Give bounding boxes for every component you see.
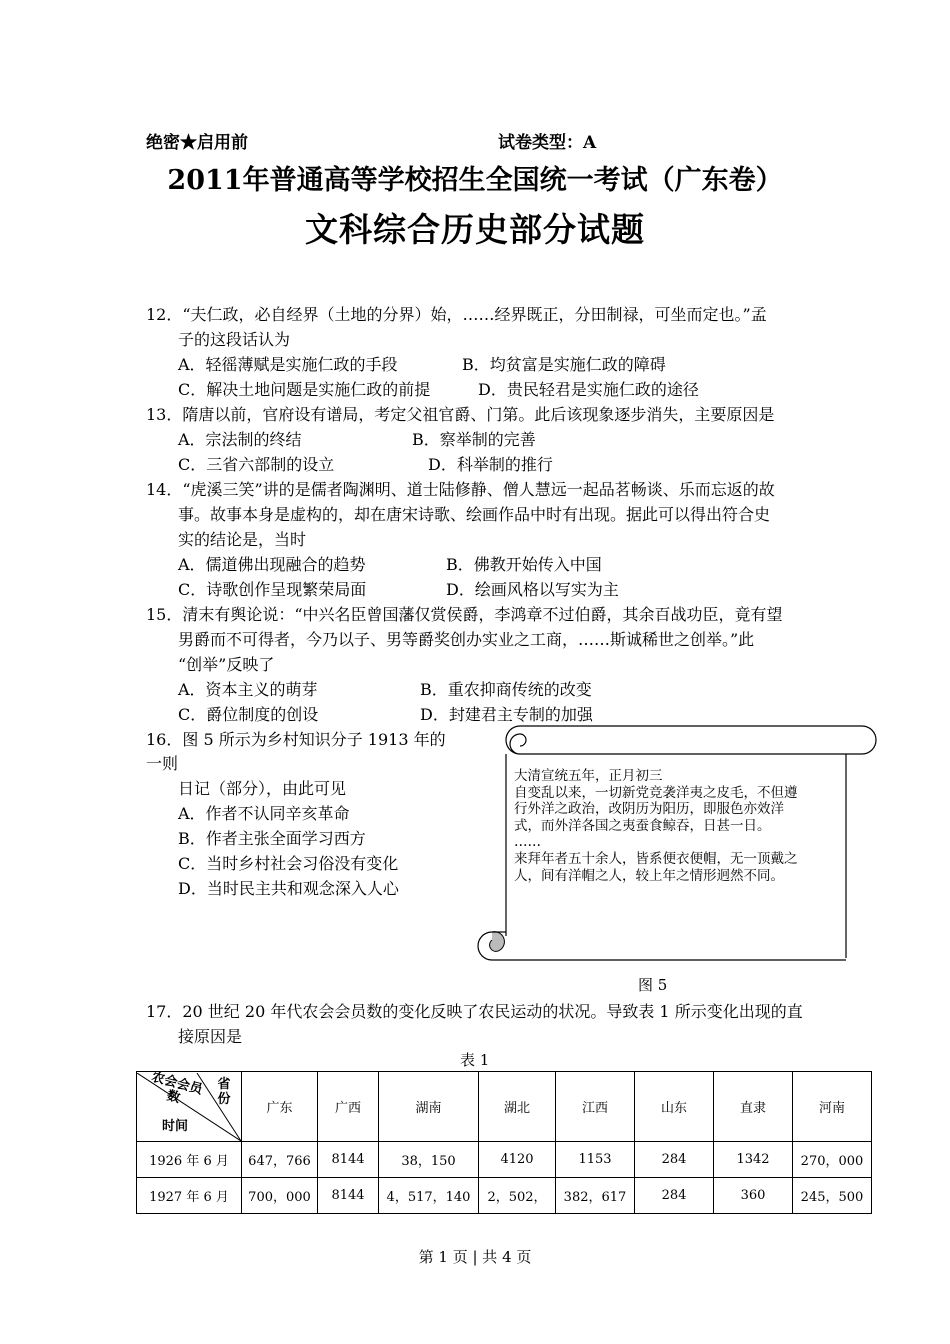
diag-label-province: 省份 xyxy=(217,1076,231,1107)
exam-title: 2011年普通高等学校招生全国统一考试（广东卷） xyxy=(167,165,783,196)
q17-stem-line2: 接原因是 xyxy=(178,1027,243,1046)
table-row xyxy=(137,1142,872,1178)
q15-stem-line1: 15．清末有舆论说：“中兴名臣曾国藩仅赏侯爵，李鸿章不过伯爵，其余百战功臣，竟有望 xyxy=(146,605,783,624)
q12-option-d: D．贵民轻君是实施仁政的途径 xyxy=(478,380,699,399)
paper-type: 试卷类型：A xyxy=(498,133,597,153)
scroll-diary-text xyxy=(514,768,834,884)
table-cell: 284 xyxy=(635,1178,714,1214)
figure-caption: 图 5 xyxy=(638,976,668,994)
diagonal-header-cell xyxy=(137,1069,242,1142)
table-cell: 270，000 xyxy=(793,1142,872,1178)
q14-option-b: B．佛教开始传入中国 xyxy=(446,555,602,574)
col-header-guangdong: 广东 xyxy=(242,1072,318,1142)
q12-option-b: B．均贫富是实施仁政的障碍 xyxy=(462,355,666,374)
table-cell: 8144 xyxy=(318,1178,379,1214)
q15-option-c: C．爵位制度的创设 xyxy=(178,705,319,724)
diary-line: 自变乱以来，一切新党竞袭洋夷之皮毛，不但遵 xyxy=(514,784,798,801)
q12-option-c: C．解决土地问题是实施仁政的前提 xyxy=(178,380,431,399)
row-time-cell: 1927 年 6 月 xyxy=(137,1178,242,1214)
table-cell: 1342 xyxy=(714,1142,793,1178)
col-header-hunan: 湖南 xyxy=(379,1072,479,1142)
q13-option-d: D．科举制的推行 xyxy=(428,455,553,474)
q13-stem: 13．隋唐以前，官府设有谱局，考定父祖官爵、门第。此后该现象逐步消失，主要原因是 xyxy=(146,405,775,424)
scroll-bottom-curl xyxy=(490,932,505,952)
col-header-jiangxi: 江西 xyxy=(556,1072,635,1142)
q14-option-c: C．诗歌创作呈现繁荣局面 xyxy=(178,580,367,599)
diary-line: 大清宣统五年，正月初三 xyxy=(514,768,663,784)
q14-option-a: A．儒道佛出现融合的趋势 xyxy=(178,555,366,574)
scroll-bottom-roll xyxy=(478,932,846,960)
paper-subtitle: 文科综合历史部分试题 xyxy=(305,210,645,249)
q16-option-a: A．作者不认同辛亥革命 xyxy=(178,804,350,823)
scroll-top-roll xyxy=(506,726,876,754)
diag-label-time: 时间 xyxy=(161,1118,188,1134)
table-header-row xyxy=(137,1072,872,1142)
q16-option-b: B．作者主张全面学习西方 xyxy=(178,829,366,848)
q14-stem-line1: 14．“虎溪三笑”讲的是儒者陶渊明、道士陆修静、僧人慧远一起品茗畅谈、乐而忘返的故 xyxy=(146,480,775,499)
table-row xyxy=(137,1178,872,1214)
table-cell: 360 xyxy=(714,1178,793,1214)
diary-line: 式，而外洋各国之夷蚕食鲸吞，日甚一日。 xyxy=(514,817,771,834)
col-header-hubei: 湖北 xyxy=(479,1072,556,1142)
table-cell: 245，500 xyxy=(793,1178,872,1214)
table-cell: 8144 xyxy=(318,1142,379,1178)
table-cell: 38，150 xyxy=(379,1142,479,1178)
q15-stem-line2: 男爵而不可得者，今乃以子、男等爵奖创办实业之工商，……斯诚稀世之创举。”此 xyxy=(178,630,755,649)
diary-line: …… xyxy=(514,834,541,851)
q14-stem-line3: 实的结论是，当时 xyxy=(178,530,307,549)
table-cell: 284 xyxy=(635,1142,714,1178)
diary-line: 人，间有洋帽之人，较上年之情形迥然不同。 xyxy=(514,867,784,884)
diary-line: 来拜年者五十余人，皆系便衣便帽，无一顶戴之 xyxy=(514,850,798,867)
table-caption: 表 1 xyxy=(460,1051,490,1069)
diary-line: 行外洋之政治，改阴历为阳历，即服色亦效洋 xyxy=(514,801,784,818)
q16-option-c: C．当时乡村社会习俗没有变化 xyxy=(178,854,399,873)
q17-stem-line1: 17．20 世纪 20 年代农会会员数的变化反映了农民运动的状况。导致表 1 所示变化出现的直 xyxy=(146,1002,803,1021)
col-header-henan: 河南 xyxy=(793,1072,872,1142)
secret-mark: 绝密★启用前 xyxy=(146,133,248,153)
q15-stem-line3: “创举”反映了 xyxy=(178,655,275,674)
q16-stem-line1: 16．图 5 所示为乡村知识分子 1913 年的 xyxy=(146,730,446,749)
q12-option-a: A．轻徭薄赋是实施仁政的手段 xyxy=(178,355,398,374)
q15-option-b: B．重农抑商传统的改变 xyxy=(420,680,592,699)
table-cell: 2，502， xyxy=(479,1178,556,1214)
q13-option-c: C．三省六部制的设立 xyxy=(178,455,335,474)
table-cell: 382，617 xyxy=(556,1178,635,1214)
q12-stem-line2: 子的这段话认为 xyxy=(178,330,291,349)
q12-stem-line1: 12．“夫仁政，必自经界（土地的分界）始，……经界既正，分田制禄，可坐而定也。”孟 xyxy=(146,305,767,324)
page-footer: 第 1 页 | 共 4 页 xyxy=(418,1248,532,1266)
col-header-zhili: 直隶 xyxy=(714,1072,793,1142)
table-cell: 4120 xyxy=(479,1142,556,1178)
table-cell: 1153 xyxy=(556,1142,635,1178)
q15-option-a: A．资本主义的萌芽 xyxy=(178,680,318,699)
q15-option-d: D．封建君主专制的加强 xyxy=(420,705,593,724)
row-time-cell: 1926 年 6 月 xyxy=(137,1142,242,1178)
q14-stem-line2: 事。故事本身是虚构的，却在唐宋诗歌、绘画作品中时有出现。据此可以得出符合史 xyxy=(178,505,771,524)
q13-option-a: A．宗法制的终结 xyxy=(178,430,302,449)
table-cell: 647，766 xyxy=(242,1142,318,1178)
q16-stem-line3: 日记（部分），由此可见 xyxy=(178,779,347,798)
diag-label-members: 农会会员数 xyxy=(149,1069,204,1106)
q13-option-b: B．察举制的完善 xyxy=(412,430,536,449)
data-table xyxy=(136,1071,872,1214)
q14-option-d: D．绘画风格以写实为主 xyxy=(446,580,619,599)
q16-stem-line2: 一则 xyxy=(146,754,179,773)
col-header-shandong: 山东 xyxy=(635,1072,714,1142)
table-cell: 4，517，140 xyxy=(379,1178,479,1214)
table-cell: 700，000 xyxy=(242,1178,318,1214)
col-header-guangxi: 广西 xyxy=(318,1072,379,1142)
q16-option-d: D．当时民主共和观念深入人心 xyxy=(178,879,399,898)
